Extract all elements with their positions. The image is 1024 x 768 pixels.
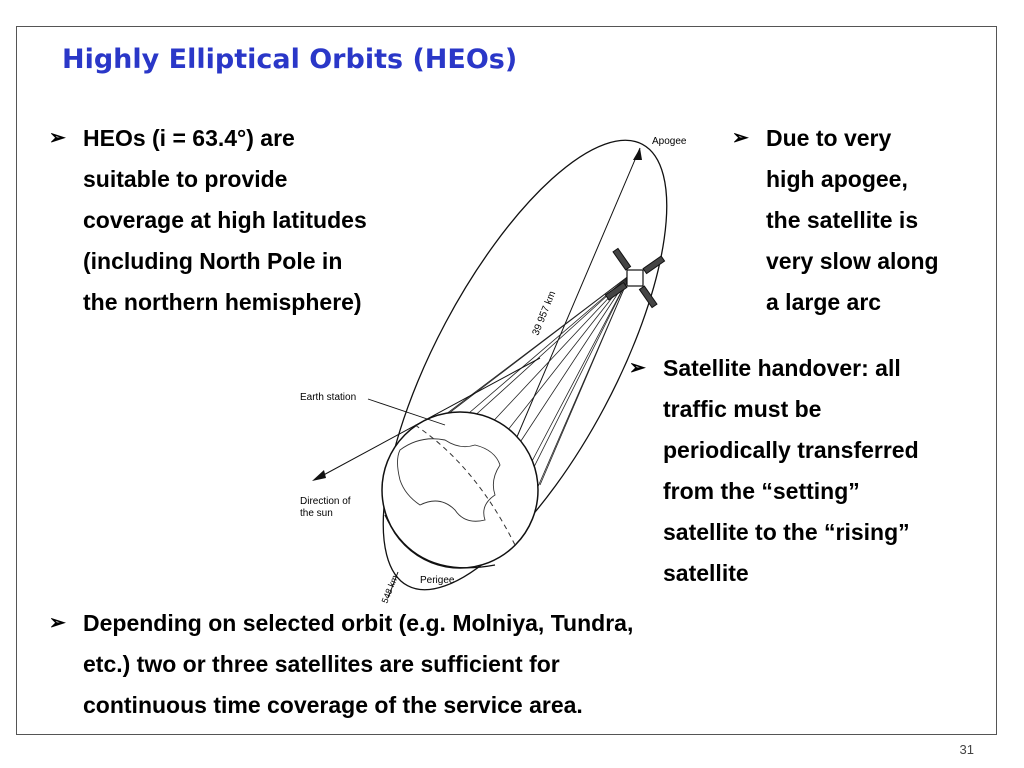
bullet-arrow-icon: ➢ (49, 612, 66, 634)
bullet-text: Satellite handover: all traffic must be periodically transferred from the “setting” satellite to the “rising” satellite (663, 355, 919, 586)
apogee-distance-label: 39 957 km (530, 289, 559, 338)
sun-label-line2: the sun (300, 508, 333, 519)
bullet-arrow-icon: ➢ (629, 357, 646, 379)
sun-label-line1: Direction of (300, 496, 351, 507)
earth-station-label: Earth station (300, 392, 357, 403)
apogee-arrowhead (633, 148, 642, 160)
bullet-arrow-icon: ➢ (49, 127, 66, 149)
bullet-text: HEOs (i = 63.4°) are suitable to provide coverage at high latitudes (including North Pole in the northern hemisphere) (83, 125, 367, 315)
apogee-distance-line (505, 148, 640, 465)
heo-orbit-diagram (290, 120, 710, 610)
bullet-text: Depending on selected orbit (e.g. Molniya, Tundra, etc.) two or three satellites are sufficient for continuous time coverage of the service area. (83, 610, 634, 718)
earth-station-pointer (368, 399, 445, 425)
slide-title: Highly Elliptical Orbits (HEOs) (62, 44, 518, 75)
bullet-arrow-icon: ➢ (732, 127, 749, 149)
perigee-distance-label: 548 km (379, 573, 400, 605)
bullet-handover (629, 348, 988, 594)
sun-direction-arrowhead (312, 470, 326, 481)
bullet-orbit-selection (49, 603, 783, 726)
apogee-label: Apogee (652, 136, 687, 147)
page-number: 31 (959, 742, 974, 757)
bullet-high-apogee (732, 118, 991, 323)
perigee-label: Perigee (420, 575, 455, 586)
bullet-text: Due to very high apogee, the satellite is very slow along a large arc (766, 125, 939, 315)
